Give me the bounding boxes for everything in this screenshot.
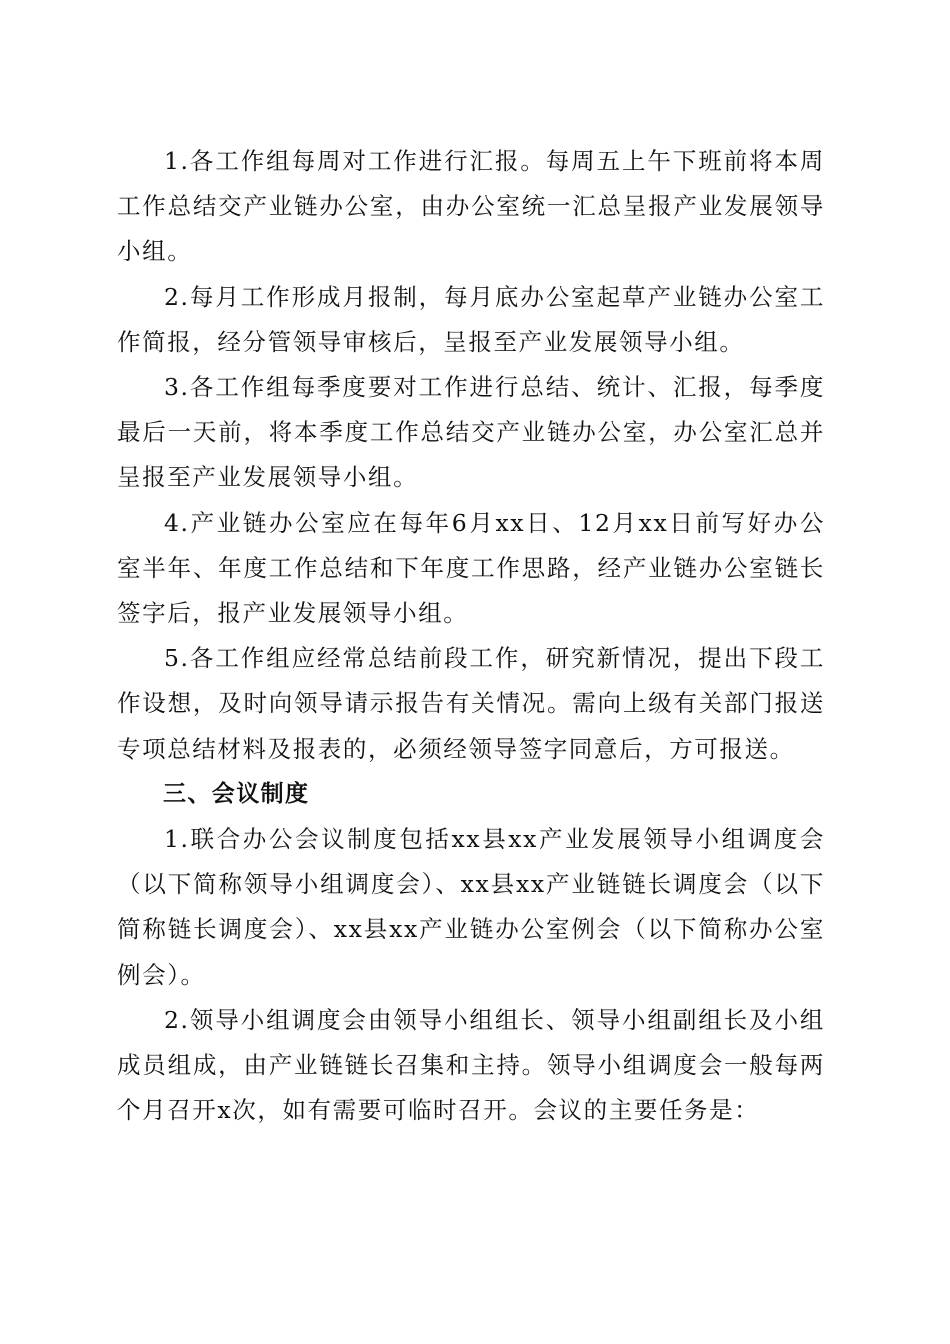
document-body [117, 139, 825, 1133]
paragraph-monthly-report: 2.每月工作形成月报制，每月底办公室起草产业链办公室工作简报，经分管领导审核后，呈报至产业发展领导小组。 [117, 282, 825, 356]
paragraph-annual-report: 4.产业链办公室应在每年6月xx日、12月xx日前写好办公室半年、年度工作总结和下年度工作思路，经产业链办公室链长签字后，报产业发展领导小组。 [117, 508, 825, 628]
section-heading-meeting-system: 三、会议制度 [163, 780, 310, 807]
paragraph-quarterly-report: 3.各工作组每季度要对工作进行总结、统计、汇报，每季度最后一天前，将本季度工作总结交产业链办公室，办公室汇总并呈报至产业发展领导小组。 [117, 373, 825, 492]
paragraph-special-report: 5.各工作组应经常总结前段工作，研究新情况，提出下段工作设想，及时向领导请示报告有关情况。需向上级有关部门报送专项总结材料及报表的，必须经领导签字同意后，方可报送。 [117, 644, 825, 763]
paragraph-leadership-meeting: 2.领导小组调度会由领导小组组长、领导小组副组长及小组成员组成，由产业链链长召集和主持。领导小组调度会一般每两个月召开x次，如有需要可临时召开。会议的主要任务是： [117, 1005, 825, 1125]
paragraph-joint-meeting: 1.联合办公会议制度包括xx县xx产业发展领导小组调度会（以下简称领导小组调度会）、xx县xx产业链链长调度会（以下简称链长调度会）、xx县xx产业链办公室例会（以下简称办公室例会）。 [117, 825, 825, 989]
paragraph-weekly-report: 1.各工作组每周对工作进行汇报。每周五上午下班前将本周工作总结交产业链办公室，由办公室统一汇总呈报产业发展领导小组。 [117, 147, 825, 266]
